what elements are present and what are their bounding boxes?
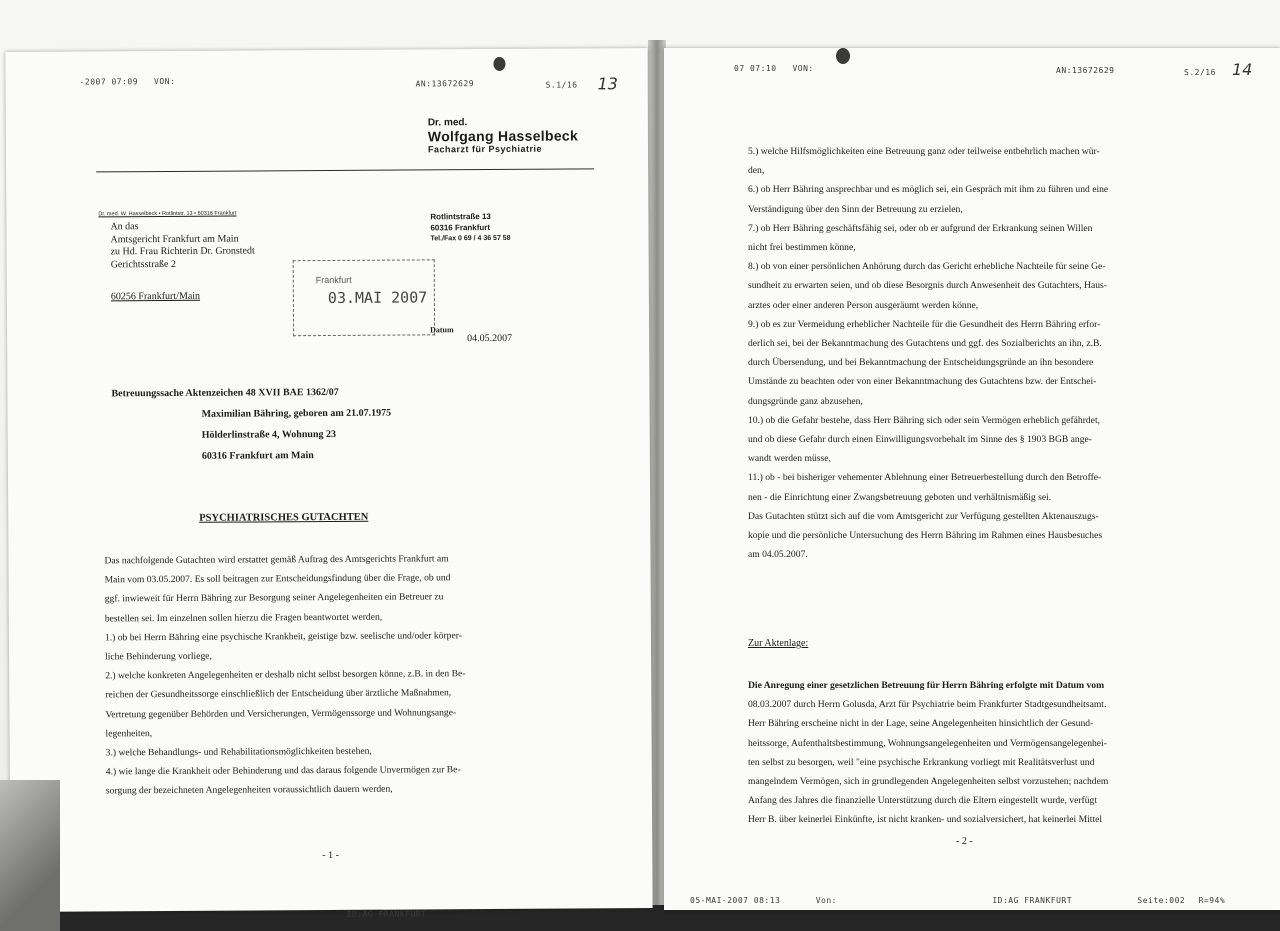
letterhead-specialty: Facharzt für Psychiatrie (427, 143, 543, 155)
fax-footer-ratio: R=94% (1198, 896, 1226, 905)
body-line: Das Gutachten stützt sich auf die vom Amtsgericht zur Verfügung gestellten Aktenauszugs- (748, 510, 1099, 522)
stamp-date: 03.MAI 2007 (327, 288, 428, 308)
fax-header-left (80, 77, 176, 87)
fax-footer-von: Von: (815, 896, 837, 905)
fax-datetime: -2007 07:09 (79, 77, 139, 87)
body-line: wandt werden müsse, (748, 453, 831, 465)
handwritten-page-number: 14 (1232, 60, 1253, 79)
fax-header-left (734, 64, 814, 73)
body-line: Die Anregung einer gesetzlichen Betreuung für Herrn Bähring erfolgte mit Datum vom (748, 680, 1105, 691)
body-line: Herr Bähring erscheine nicht in der Lage, seine Angelegenheiten hinsichtlich der Gesund- (748, 718, 1094, 730)
section-heading: Zur Aktenlage: (748, 638, 809, 649)
body-line: 11.) ob - bei bisheriger vehementer Ablehnung einer Betreuerbestellung durch den Betroffe- (748, 472, 1102, 484)
fax-von: VON: (792, 64, 814, 73)
report-body (104, 549, 556, 801)
page-number: - 2 - (956, 836, 973, 847)
body-line: arztes oder einer anderen Person ausgeräumt werden könne, (748, 299, 979, 311)
document-page-2 (664, 48, 1280, 910)
report-body (748, 142, 1190, 564)
fax-footer (690, 896, 1270, 905)
fax-footer-id: ID:AG FRANKFURT (992, 896, 1073, 905)
report-heading: PSYCHIATRISCHES GUTACHTEN (199, 511, 369, 524)
section-body (748, 676, 1190, 830)
body-line: am 04.05.2007. (748, 549, 808, 561)
fax-recipient-number: AN:13672629 (415, 79, 475, 89)
recipient-address (110, 220, 254, 271)
body-line: sorgung der bezeichneten Angelegenheiten voraussichtlich dauern werden, (105, 784, 393, 797)
letterhead-name: Wolfgang Hasselbeck (427, 127, 579, 145)
page-shadow-corner (0, 780, 60, 931)
subject-person: Maximilian Bähring, geboren am 21.07.1975 (201, 407, 392, 420)
body-line: reichen der Gesundheitssorge einschließlich der Entscheidung über ärztliche Maßnahmen, (105, 687, 452, 701)
body-line: Vertretung gegenüber Behörden und Versicherungen, Vermögenssorge und Wohnungsange- (105, 706, 457, 720)
body-line: Umstände zu beachten oder von einer Bekanntmachung des Gutachtens bzw. der Entschei- (748, 376, 1097, 388)
letterhead-title: Dr. med. (427, 117, 468, 129)
recipient-line: Gerichtsstraße 2 (110, 258, 176, 270)
fax-von: VON: (153, 76, 176, 87)
body-line: ggf. inwieweit für Herrn Bähring zur Besorgung seiner Angelegenheiten ein Betreuer zu (104, 591, 444, 605)
fax-page-counter: S.2/16 (1184, 68, 1216, 77)
letterhead-rule (96, 168, 594, 172)
stamp-place: Frankfurt (315, 274, 352, 286)
recipient-line: An das (110, 221, 139, 233)
hole-punch-mark (836, 48, 850, 64)
fax-footer-datetime: 05-MAI-2007 08:13 (690, 896, 781, 905)
body-line: 9.) ob es zur Vermeidung erheblicher Nachteile für die Gesundheit des Herrn Bähring erfor- (748, 318, 1101, 330)
fax-recipient-number: AN:13672629 (1056, 66, 1115, 75)
body-line: 2.) welche konkreten Angelegenheiten er deshalb nicht selbst besorgen könne, z.B. in den Be- (105, 668, 466, 682)
body-line: 6.) ob Herr Bähring ansprechbar und es möglich sei, ein Gespräch mit ihm zu führen und eine (748, 184, 1109, 196)
body-line: durch Übersendung, und bei Bekanntmachung der Entscheidungsgründe an ihn besondere (748, 357, 1094, 369)
fax-page-counter: S.1/16 (545, 80, 578, 90)
document-page-1 (5, 48, 652, 919)
body-line: derlich sei, bei der Bekanntmachung des Gutachtens und ggf. des Sozialberichts an ihn, z.B. (748, 338, 1102, 350)
body-line: 08.03.2007 durch Herrn Golusda, Arzt für Psychiatrie beim Frankfurter Stadtgesundheitsamt. (748, 699, 1107, 711)
page-number: - 1 - (322, 849, 339, 862)
fax-footer: ID:AG FRANKFURT (346, 909, 427, 919)
recipient-line: Amtsgericht Frankfurt am Main (110, 233, 239, 245)
body-line: den, (748, 165, 765, 177)
doctor-address-phone: Tel./Fax 0 69 / 4 36 57 58 (430, 234, 511, 243)
body-line: Anfang des Jahres die finanzielle Unterstützung durch die Eltern eingestellt wurde, verfügt (748, 795, 1097, 807)
hole-punch-mark (493, 57, 505, 71)
body-line: mangelndem Vermögen, sich in grundlegenden Angelegenheiten selbst vorzustehen; nachdem (748, 776, 1109, 788)
body-line: nen - die Einrichtung einer Zwangsbetreuung geboten und verhältnismäßig sei. (748, 491, 1052, 503)
fax-footer-page: Seite:002 (1137, 896, 1186, 905)
doctor-address-city: 60316 Frankfurt (430, 223, 491, 233)
subject-city: 60316 Frankfurt am Main (201, 450, 314, 462)
body-line: bestellen sei. Im einzelnen sollen hierzu die Fragen beantwortet werden, (104, 611, 383, 624)
body-line: kopie und die persönliche Untersuchung des Herrn Bähring im Rahmen eines Hausbesuches (748, 530, 1103, 542)
body-line: Verständigung über den Sinn der Betreuung zu erzielen, (748, 203, 963, 215)
body-line: nicht frei bestimmen könne, (748, 242, 856, 254)
body-line: 7.) ob Herr Bähring geschäftsfähig sei, oder ob er aufgrund der Erkrankung seinen Willen (748, 222, 1093, 234)
body-line: 4.) wie lange die Krankheit oder Behinderung und das daraus folgende Unvermögen zur Be- (105, 764, 461, 778)
letterhead (428, 116, 578, 154)
subject-block (111, 382, 391, 468)
fax-datetime: 07 07:10 (734, 64, 777, 73)
sender-line: Dr. med. W. Hasselbeck • Rotlintstr. 13 • 60316 Frankfurt (98, 210, 237, 218)
body-line: Das nachfolgende Gutachten wird erstattet gemäß Auftrag des Amtsgerichts Frankfurt am (104, 553, 449, 567)
body-line: dungsgründe ganz abzusehen, (748, 395, 863, 407)
body-line: und ob diese Gefahr durch einen Einwilligungsvorbehalt im Sinne des § 1903 BGB ange- (748, 434, 1092, 446)
body-line: 3.) welche Behandlungs- und Rehabilitationsmöglichkeiten bestehen, (105, 745, 372, 759)
body-line: Main vom 03.05.2007. Es soll beitragen zur Entscheidungsfindung über die Frage, ob und (104, 572, 451, 586)
body-line: Herr B. über keinerlei Einkünfte, ist nicht kranken- und sozialversichert, hat keinerlei Mittel (748, 814, 1103, 826)
subject-case-number: Betreuungssache Aktenzeichen 48 XVII BAE 1362/07 (111, 386, 339, 400)
datum-value: 04.05.2007 (467, 332, 513, 345)
recipient-city: 60256 Frankfurt/Main (110, 290, 201, 303)
body-line: legenheiten, (105, 727, 153, 740)
body-line: 8.) ob von einer persönlichen Anhörung durch das Gericht erhebliche Nachteile für seine Ge- (748, 261, 1106, 273)
doctor-address (430, 211, 510, 244)
body-line: ten selbst zu besorgen, weil "eine psychische Erkrankung vorliegt mit Realitätsverlust und (748, 756, 1095, 768)
body-line: 5.) welche Hilfsmöglichkeiten eine Betreuung ganz oder teilweise entbehrlich machen wür- (748, 146, 1100, 157)
datum-label: Datum (430, 325, 454, 335)
handwritten-page-number: 13 (597, 74, 619, 94)
subject-street: Hölderlinstraße 4, Wohnung 23 (201, 428, 337, 441)
body-line: sundheit zu erwarten seien, und ob diese Besorgnis durch Anwesenheit des Gutachters, Haus- (748, 280, 1107, 292)
receipt-stamp (293, 259, 435, 336)
recipient-line: zu Hd. Frau Richterin Dr. Gronstedt (110, 245, 255, 258)
body-line: 1.) ob bei Herrn Bähring eine psychische Krankheit, geistige bzw. seelische und/oder körper- (104, 630, 462, 644)
body-line: 10.) ob die Gefahr bestehe, dass Herr Bähring sich oder sein Vermögen erheblich gefährdet, (748, 414, 1101, 426)
body-line: heitssorge, Aufenthaltsbestimmung, Wohnungsangelegenheiten und Vermögensangelegenhei- (748, 737, 1107, 749)
body-line: liche Behinderung vorliege, (105, 650, 212, 663)
doctor-address-street: Rotlintstraße 13 (430, 212, 491, 222)
